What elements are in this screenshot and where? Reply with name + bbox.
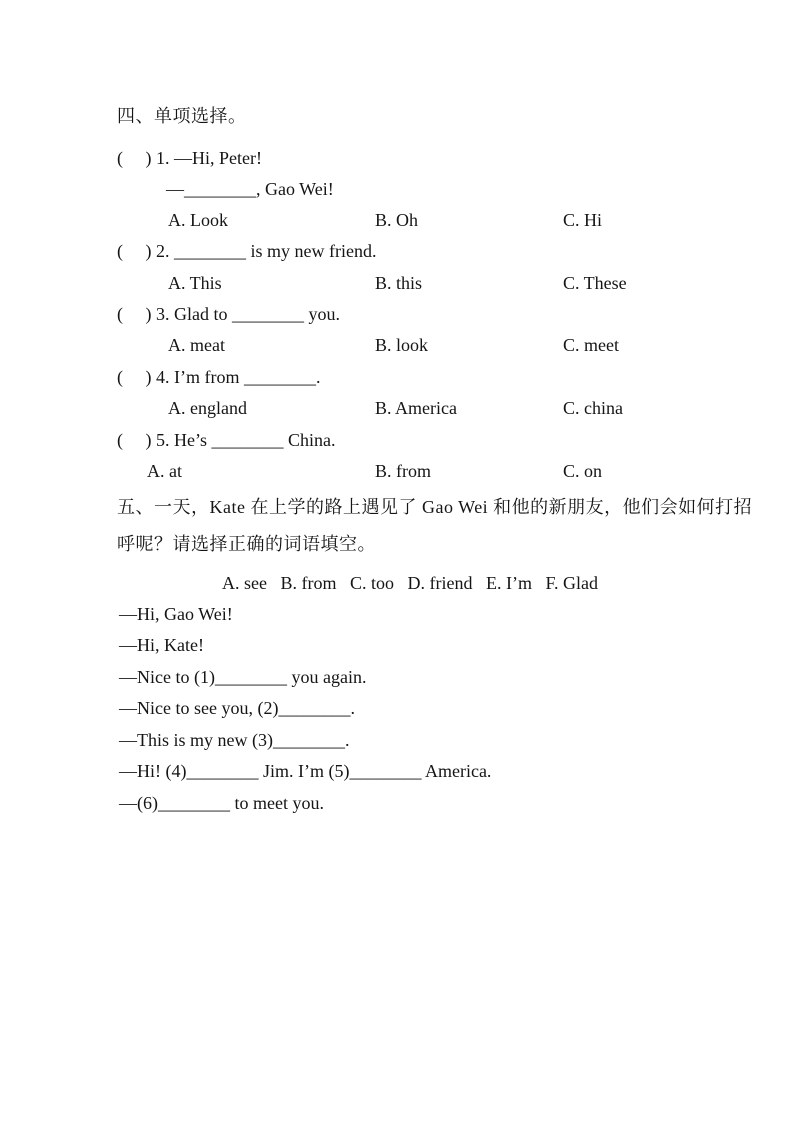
dialogue-line-2: —Hi, Kate! <box>119 635 204 655</box>
dialogue-line-7: —(6)________ to meet you. <box>119 793 324 813</box>
question-4-options <box>0 396 793 420</box>
question-4-stem: ( ) 4. I’m from ________. <box>117 367 321 387</box>
section-five-instruction-line1: 五、一天，Kate 在上学的路上遇见了 Gao Wei 和他的新朋友，他们会如何打招 <box>117 497 753 517</box>
question-3-option-a: A. meat <box>168 335 225 355</box>
question-5-option-c: C. on <box>563 461 603 481</box>
question-5-option-b: B. from <box>375 461 431 481</box>
dialogue-line-1: —Hi, Gao Wei! <box>119 604 233 624</box>
question-2-stem: ( ) 2. ________ is my new friend. <box>117 241 377 261</box>
question-4-option-a: A. england <box>168 398 247 418</box>
question-1-stem-line2: —________, Gao Wei! <box>166 179 334 199</box>
question-2-option-c: C. These <box>563 273 627 293</box>
question-3-stem: ( ) 3. Glad to ________ you. <box>117 304 340 324</box>
question-2-option-a: A. This <box>168 273 222 293</box>
section-five-instruction-line2: 呼呢？请选择正确的词语填空。 <box>117 534 376 554</box>
dialogue-line-6: —Hi! (4)________ Jim. I’m (5)________ America. <box>119 761 492 781</box>
question-5-options <box>0 459 793 483</box>
section-four-title: 四、单项选择。 <box>117 106 247 126</box>
question-5-stem: ( ) 5. He’s ________ China. <box>117 430 336 450</box>
question-5-option-a: A. at <box>147 461 182 481</box>
dialogue-line-3: —Nice to (1)________ you again. <box>119 667 367 687</box>
question-2-option-b: B. this <box>375 273 423 293</box>
dialogue-line-4: —Nice to see you, (2)________. <box>119 698 355 718</box>
question-3-option-c: C. meet <box>563 335 619 355</box>
question-3-options <box>0 333 793 357</box>
question-1-option-c: C. Hi <box>563 210 603 230</box>
question-1-option-a: A. Look <box>168 210 228 230</box>
question-1-option-b: B. Oh <box>375 210 419 230</box>
question-1-stem: ( ) 1. —Hi, Peter! <box>117 148 262 168</box>
word-bank: A. see B. from C. too D. friend E. I’m F. Glad <box>222 573 599 593</box>
question-1-options <box>0 208 793 232</box>
question-4-option-c: C. china <box>563 398 623 418</box>
question-3-option-b: B. look <box>375 335 429 355</box>
dialogue-line-5: —This is my new (3)________. <box>119 730 350 750</box>
question-4-option-b: B. America <box>375 398 457 418</box>
question-2-options <box>0 271 793 295</box>
